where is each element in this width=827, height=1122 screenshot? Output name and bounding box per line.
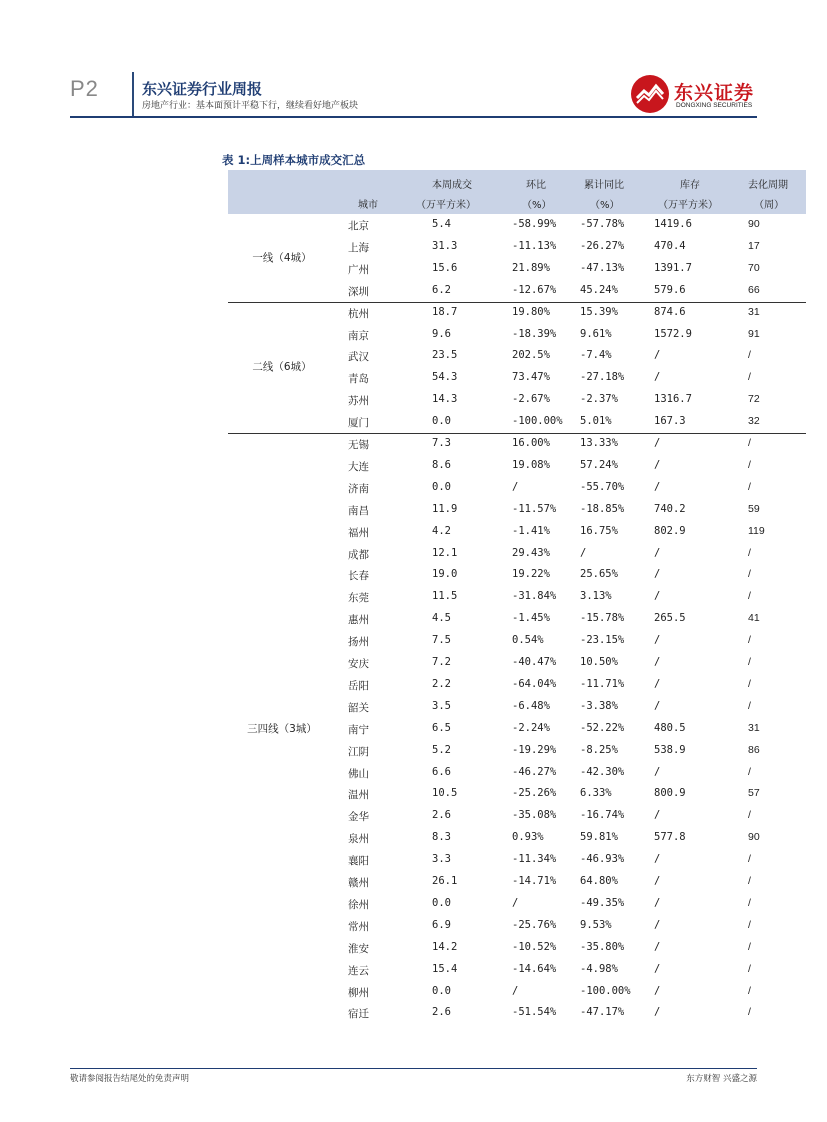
cell-city: 青岛 bbox=[348, 373, 369, 386]
cell-cum-yoy: 15.39% bbox=[580, 305, 618, 318]
cell-city: 温州 bbox=[348, 789, 369, 802]
table-row bbox=[336, 345, 806, 367]
header-mom: 环比 bbox=[526, 180, 546, 191]
table-row bbox=[336, 849, 806, 871]
cell-city: 惠州 bbox=[348, 614, 369, 627]
cell-mom: -100.00% bbox=[512, 415, 563, 428]
cell-mom: -31.84% bbox=[512, 590, 557, 603]
cell-mom: 29.43% bbox=[512, 546, 550, 559]
cell-cum-yoy: -23.15% bbox=[580, 634, 625, 647]
cell-city: 连云 bbox=[348, 964, 369, 977]
cell-volume: 11.5 bbox=[432, 590, 458, 603]
cell-cum-yoy: 64.80% bbox=[580, 875, 618, 887]
cell-period: 59 bbox=[748, 502, 760, 515]
cell-city: 南昌 bbox=[348, 504, 369, 517]
cell-period: 90 bbox=[748, 218, 760, 230]
cell-volume: 4.5 bbox=[432, 612, 451, 625]
cell-period: / bbox=[748, 853, 751, 866]
table-row bbox=[336, 608, 806, 630]
cell-period: / bbox=[748, 568, 751, 581]
cell-volume: 15.4 bbox=[432, 962, 458, 975]
cell-city: 宿迁 bbox=[348, 1008, 369, 1021]
header-inventory: 库存 bbox=[680, 180, 700, 191]
logo-text-cn: 东兴证券 bbox=[674, 82, 755, 104]
cell-city: 广州 bbox=[348, 263, 369, 276]
cell-inventory: 470.4 bbox=[654, 239, 686, 252]
cell-inventory: / bbox=[654, 765, 661, 778]
cell-city: 厦门 bbox=[348, 417, 369, 430]
report-title: 东兴证券行业周报 bbox=[142, 80, 263, 98]
cell-inventory: 538.9 bbox=[654, 743, 686, 756]
cell-cum-yoy: 16.75% bbox=[580, 524, 618, 537]
table-row bbox=[336, 959, 806, 981]
cell-mom: -11.34% bbox=[512, 853, 557, 866]
group-separator bbox=[228, 302, 806, 303]
cell-period: / bbox=[748, 546, 751, 559]
cell-city: 苏州 bbox=[348, 395, 369, 408]
cell-mom: -19.29% bbox=[512, 743, 557, 756]
table-row bbox=[336, 981, 806, 1003]
cell-cum-yoy: -57.78% bbox=[580, 218, 625, 230]
table-row bbox=[336, 302, 806, 324]
table-row bbox=[336, 630, 806, 652]
cell-period: / bbox=[748, 677, 751, 690]
cell-cum-yoy: -55.70% bbox=[580, 480, 625, 493]
header-inventory-unit: （万平方米） bbox=[658, 200, 718, 211]
table-row bbox=[336, 367, 806, 389]
cell-volume: 26.1 bbox=[432, 875, 458, 887]
footer-rule bbox=[70, 1068, 757, 1069]
cell-cum-yoy: -46.93% bbox=[580, 853, 625, 866]
group-separator bbox=[228, 433, 806, 434]
cell-cum-yoy: -27.18% bbox=[580, 371, 625, 384]
cell-volume: 6.5 bbox=[432, 721, 451, 734]
cell-cum-yoy: / bbox=[580, 546, 587, 559]
cell-mom: -51.54% bbox=[512, 1006, 557, 1019]
table-row bbox=[336, 871, 806, 893]
header-period-unit: （周） bbox=[754, 200, 784, 211]
cell-city: 常州 bbox=[348, 920, 369, 933]
cell-mom: -40.47% bbox=[512, 656, 557, 668]
cell-period: / bbox=[748, 371, 751, 384]
cell-inventory: 1572.9 bbox=[654, 327, 692, 340]
cell-period: 90 bbox=[748, 831, 760, 844]
cell-city: 徐州 bbox=[348, 898, 369, 911]
cell-inventory: / bbox=[654, 896, 661, 909]
cell-inventory: / bbox=[654, 853, 661, 866]
table-row bbox=[336, 455, 806, 477]
cell-volume: 8.3 bbox=[432, 831, 451, 844]
cell-volume: 10.5 bbox=[432, 787, 458, 800]
table-row bbox=[336, 696, 806, 718]
tier-label: 三四线（3城） bbox=[247, 722, 317, 735]
header-cum-yoy-unit: （%） bbox=[590, 200, 620, 211]
table-row bbox=[336, 324, 806, 346]
cell-volume: 6.9 bbox=[432, 918, 451, 931]
cell-volume: 6.2 bbox=[432, 283, 451, 296]
table-row bbox=[336, 214, 806, 236]
cell-city: 成都 bbox=[348, 548, 369, 561]
cell-city: 淮安 bbox=[348, 942, 369, 955]
cell-inventory: / bbox=[654, 656, 661, 668]
cell-mom: -64.04% bbox=[512, 677, 557, 690]
table-title: 表 1:上周样本城市成交汇总 bbox=[222, 153, 366, 167]
table-row bbox=[336, 258, 806, 280]
cell-mom: -12.67% bbox=[512, 283, 557, 296]
cell-mom: / bbox=[512, 480, 519, 493]
table-row bbox=[336, 499, 806, 521]
cell-cum-yoy: -3.38% bbox=[580, 699, 618, 712]
header-period: 去化周期 bbox=[748, 180, 788, 191]
company-logo bbox=[630, 72, 770, 116]
table-header bbox=[228, 170, 806, 214]
cell-city: 大连 bbox=[348, 460, 369, 473]
cell-volume: 0.0 bbox=[432, 480, 451, 493]
cell-city: 东莞 bbox=[348, 592, 369, 605]
cell-mom: 16.00% bbox=[512, 437, 550, 449]
cell-period: / bbox=[748, 437, 751, 449]
table-row bbox=[336, 937, 806, 959]
cell-period: 31 bbox=[748, 305, 760, 318]
cell-volume: 2.2 bbox=[432, 677, 451, 690]
cell-inventory: / bbox=[654, 918, 661, 931]
cell-mom: -1.41% bbox=[512, 524, 550, 537]
cell-mom: 19.80% bbox=[512, 305, 550, 318]
cell-inventory: 265.5 bbox=[654, 612, 686, 625]
cell-period: 72 bbox=[748, 393, 760, 406]
cell-period: / bbox=[748, 458, 751, 471]
cell-cum-yoy: 3.13% bbox=[580, 590, 612, 603]
cell-inventory: 1316.7 bbox=[654, 393, 692, 406]
cell-volume: 14.3 bbox=[432, 393, 458, 406]
cell-mom: -46.27% bbox=[512, 765, 557, 778]
cell-cum-yoy: 59.81% bbox=[580, 831, 618, 844]
cell-city: 金华 bbox=[348, 811, 369, 824]
cell-inventory: 800.9 bbox=[654, 787, 686, 800]
cell-period: / bbox=[748, 656, 751, 668]
cell-mom: 202.5% bbox=[512, 349, 550, 362]
cell-volume: 3.5 bbox=[432, 699, 451, 712]
cell-period: / bbox=[748, 875, 751, 887]
cell-mom: -25.76% bbox=[512, 918, 557, 931]
cell-inventory: / bbox=[654, 349, 661, 362]
cell-inventory: / bbox=[654, 371, 661, 384]
cell-mom: -11.13% bbox=[512, 239, 557, 252]
header-mom-unit: （%） bbox=[522, 200, 552, 211]
table-row bbox=[336, 915, 806, 937]
cell-volume: 5.2 bbox=[432, 743, 451, 756]
cell-volume: 8.6 bbox=[432, 458, 451, 471]
cell-period: / bbox=[748, 962, 751, 975]
cell-city: 岳阳 bbox=[348, 679, 369, 692]
table-row bbox=[336, 652, 806, 674]
cell-city: 赣州 bbox=[348, 877, 369, 889]
cell-mom: 19.22% bbox=[512, 568, 550, 581]
cell-period: 70 bbox=[748, 261, 760, 274]
cell-cum-yoy: -8.25% bbox=[580, 743, 618, 756]
cell-cum-yoy: -18.85% bbox=[580, 502, 625, 515]
cell-cum-yoy: 9.53% bbox=[580, 918, 612, 931]
cell-city: 北京 bbox=[348, 220, 369, 232]
cell-mom: -11.57% bbox=[512, 502, 557, 515]
table-row bbox=[336, 1002, 806, 1024]
table-row bbox=[336, 564, 806, 586]
cell-period: / bbox=[748, 896, 751, 909]
cell-volume: 6.6 bbox=[432, 765, 451, 778]
table-row bbox=[336, 805, 806, 827]
cell-mom: 21.89% bbox=[512, 261, 550, 274]
cell-mom: -2.67% bbox=[512, 393, 550, 406]
cell-city: 扬州 bbox=[348, 636, 369, 649]
cell-mom: -10.52% bbox=[512, 940, 557, 953]
cell-city: 南宁 bbox=[348, 723, 369, 736]
table-row bbox=[336, 740, 806, 762]
cell-mom: / bbox=[512, 984, 519, 997]
cell-cum-yoy: 5.01% bbox=[580, 415, 612, 428]
cell-period: / bbox=[748, 699, 751, 712]
cell-volume: 19.0 bbox=[432, 568, 458, 581]
cell-inventory: / bbox=[654, 458, 661, 471]
table-row bbox=[336, 280, 806, 302]
cell-cum-yoy: -7.4% bbox=[580, 349, 612, 362]
cell-mom: -25.26% bbox=[512, 787, 557, 800]
cell-cum-yoy: 9.61% bbox=[580, 327, 612, 340]
footer-disclaimer: 敬请参阅报告结尾处的免责声明 bbox=[70, 1074, 190, 1084]
cell-cum-yoy: -15.78% bbox=[580, 612, 625, 625]
cell-volume: 4.2 bbox=[432, 524, 451, 537]
cell-period: / bbox=[748, 940, 751, 953]
cell-mom: 73.47% bbox=[512, 371, 550, 384]
cell-volume: 0.0 bbox=[432, 896, 451, 909]
cell-cum-yoy: 13.33% bbox=[580, 437, 618, 449]
cell-period: / bbox=[748, 349, 751, 362]
cell-period: / bbox=[748, 809, 751, 822]
cell-period: 41 bbox=[748, 612, 760, 625]
cell-mom: -18.39% bbox=[512, 327, 557, 340]
cell-cum-yoy: 10.50% bbox=[580, 656, 618, 668]
cell-inventory: / bbox=[654, 1006, 661, 1019]
cell-volume: 9.6 bbox=[432, 327, 451, 340]
cell-city: 南京 bbox=[348, 329, 369, 342]
cell-volume: 7.3 bbox=[432, 437, 451, 449]
header-rule bbox=[70, 116, 757, 118]
cell-cum-yoy: -100.00% bbox=[580, 984, 631, 997]
cell-inventory: / bbox=[654, 437, 661, 449]
cell-volume: 54.3 bbox=[432, 371, 458, 384]
cell-city: 武汉 bbox=[348, 351, 369, 364]
cell-period: / bbox=[748, 765, 751, 778]
cell-inventory: / bbox=[654, 590, 661, 603]
logo-mark-icon bbox=[630, 74, 670, 114]
table-row bbox=[336, 389, 806, 411]
cell-cum-yoy: -11.71% bbox=[580, 677, 625, 690]
cell-volume: 18.7 bbox=[432, 305, 458, 318]
cell-volume: 0.0 bbox=[432, 984, 451, 997]
table-row bbox=[336, 411, 806, 433]
header-volume-unit: （万平方米） bbox=[416, 200, 476, 211]
table-row bbox=[336, 718, 806, 740]
cell-volume: 0.0 bbox=[432, 415, 451, 428]
cell-period: / bbox=[748, 590, 751, 603]
cell-volume: 7.2 bbox=[432, 656, 451, 668]
header-city: 城市 bbox=[358, 200, 378, 211]
cell-inventory: 1391.7 bbox=[654, 261, 692, 274]
cell-period: / bbox=[748, 634, 751, 647]
cell-mom: -2.24% bbox=[512, 721, 550, 734]
cell-inventory: / bbox=[654, 568, 661, 581]
table-row bbox=[336, 543, 806, 565]
cell-inventory: / bbox=[654, 984, 661, 997]
table-row bbox=[336, 827, 806, 849]
cell-city: 韶关 bbox=[348, 701, 369, 714]
cell-volume: 11.9 bbox=[432, 502, 458, 515]
cell-city: 上海 bbox=[348, 241, 369, 254]
cell-cum-yoy: -49.35% bbox=[580, 896, 625, 909]
cell-volume: 12.1 bbox=[432, 546, 458, 559]
cell-period: 31 bbox=[748, 721, 760, 734]
cell-cum-yoy: -26.27% bbox=[580, 239, 625, 252]
table-row bbox=[336, 762, 806, 784]
cell-volume: 5.4 bbox=[432, 218, 451, 230]
cell-inventory: / bbox=[654, 875, 661, 887]
cell-mom: -6.48% bbox=[512, 699, 550, 712]
cell-period: 57 bbox=[748, 787, 760, 800]
cell-inventory: 874.6 bbox=[654, 305, 686, 318]
cell-inventory: 480.5 bbox=[654, 721, 686, 734]
cell-mom: / bbox=[512, 896, 519, 909]
cell-city: 佛山 bbox=[348, 767, 369, 780]
cell-mom: 0.93% bbox=[512, 831, 544, 844]
cell-period: / bbox=[748, 918, 751, 931]
cell-inventory: / bbox=[654, 546, 661, 559]
tier-label: 一线（4城） bbox=[252, 251, 312, 264]
cell-cum-yoy: -16.74% bbox=[580, 809, 625, 822]
cell-city: 安庆 bbox=[348, 658, 369, 670]
cell-mom: -58.99% bbox=[512, 218, 557, 230]
cell-city: 襄阳 bbox=[348, 855, 369, 868]
table-row bbox=[336, 236, 806, 258]
tier-label: 二线（6城） bbox=[252, 361, 312, 374]
header-cum-yoy: 累计同比 bbox=[584, 180, 624, 191]
cell-period: 91 bbox=[748, 327, 760, 340]
cell-city: 江阴 bbox=[348, 745, 369, 758]
table-row bbox=[336, 477, 806, 499]
table-row bbox=[336, 433, 806, 455]
cell-cum-yoy: -4.98% bbox=[580, 962, 618, 975]
cell-cum-yoy: 25.65% bbox=[580, 568, 618, 581]
cell-period: / bbox=[748, 1006, 751, 1019]
cell-cum-yoy: -52.22% bbox=[580, 721, 625, 734]
cell-volume: 23.5 bbox=[432, 349, 458, 362]
cell-cum-yoy: -42.30% bbox=[580, 765, 625, 778]
table-row bbox=[336, 586, 806, 608]
table-row bbox=[336, 783, 806, 805]
cell-volume: 3.3 bbox=[432, 853, 451, 866]
header-divider bbox=[132, 72, 134, 116]
cell-period: 32 bbox=[748, 415, 760, 428]
cell-inventory: / bbox=[654, 634, 661, 647]
cell-mom: -14.64% bbox=[512, 962, 557, 975]
cell-mom: 19.08% bbox=[512, 458, 550, 471]
cell-city: 长春 bbox=[348, 570, 369, 583]
cell-volume: 31.3 bbox=[432, 239, 458, 252]
cell-period: 119 bbox=[748, 524, 765, 537]
cell-inventory: 579.6 bbox=[654, 283, 686, 296]
table-row bbox=[336, 521, 806, 543]
table-row bbox=[336, 674, 806, 696]
cell-mom: -1.45% bbox=[512, 612, 550, 625]
table-row bbox=[336, 893, 806, 915]
cell-period: 17 bbox=[748, 239, 760, 252]
cell-inventory: / bbox=[654, 677, 661, 690]
cell-city: 柳州 bbox=[348, 986, 369, 999]
cell-cum-yoy: -35.80% bbox=[580, 940, 625, 953]
cell-inventory: / bbox=[654, 699, 661, 712]
cell-inventory: 740.2 bbox=[654, 502, 686, 515]
cell-city: 福州 bbox=[348, 526, 369, 539]
cell-inventory: / bbox=[654, 940, 661, 953]
cell-period: 66 bbox=[748, 283, 760, 296]
cell-inventory: / bbox=[654, 809, 661, 822]
footer-slogan: 东方财智 兴盛之源 bbox=[686, 1074, 757, 1084]
header-volume: 本周成交 bbox=[432, 180, 472, 191]
cell-city: 杭州 bbox=[348, 307, 369, 320]
cell-cum-yoy: -47.17% bbox=[580, 1006, 625, 1019]
cell-cum-yoy: 45.24% bbox=[580, 283, 618, 296]
cell-cum-yoy: 57.24% bbox=[580, 458, 618, 471]
cell-inventory: / bbox=[654, 480, 661, 493]
cell-cum-yoy: 6.33% bbox=[580, 787, 612, 800]
cell-volume: 14.2 bbox=[432, 940, 458, 953]
cell-inventory: 802.9 bbox=[654, 524, 686, 537]
cell-inventory: 167.3 bbox=[654, 415, 686, 428]
cell-period: 86 bbox=[748, 743, 760, 756]
page-number: P2 bbox=[70, 76, 99, 101]
cell-city: 深圳 bbox=[348, 285, 369, 298]
cell-period: / bbox=[748, 984, 751, 997]
cell-city: 泉州 bbox=[348, 833, 369, 846]
cell-period: / bbox=[748, 480, 751, 493]
cell-inventory: / bbox=[654, 962, 661, 975]
cell-mom: -14.71% bbox=[512, 875, 557, 887]
cell-city: 济南 bbox=[348, 482, 369, 495]
cell-volume: 2.6 bbox=[432, 1006, 451, 1019]
cell-inventory: 577.8 bbox=[654, 831, 686, 844]
cell-mom: 0.54% bbox=[512, 634, 544, 647]
cell-volume: 2.6 bbox=[432, 809, 451, 822]
cell-mom: -35.08% bbox=[512, 809, 557, 822]
cell-city: 无锡 bbox=[348, 439, 369, 451]
logo-text-en: DONGXING SECURITIES bbox=[676, 102, 753, 109]
cell-cum-yoy: -2.37% bbox=[580, 393, 618, 406]
cell-inventory: 1419.6 bbox=[654, 218, 692, 230]
report-subtitle: 房地产行业：基本面预计平稳下行，继续看好地产板块 bbox=[142, 101, 359, 111]
cell-volume: 7.5 bbox=[432, 634, 451, 647]
cell-volume: 15.6 bbox=[432, 261, 458, 274]
cell-cum-yoy: -47.13% bbox=[580, 261, 625, 274]
